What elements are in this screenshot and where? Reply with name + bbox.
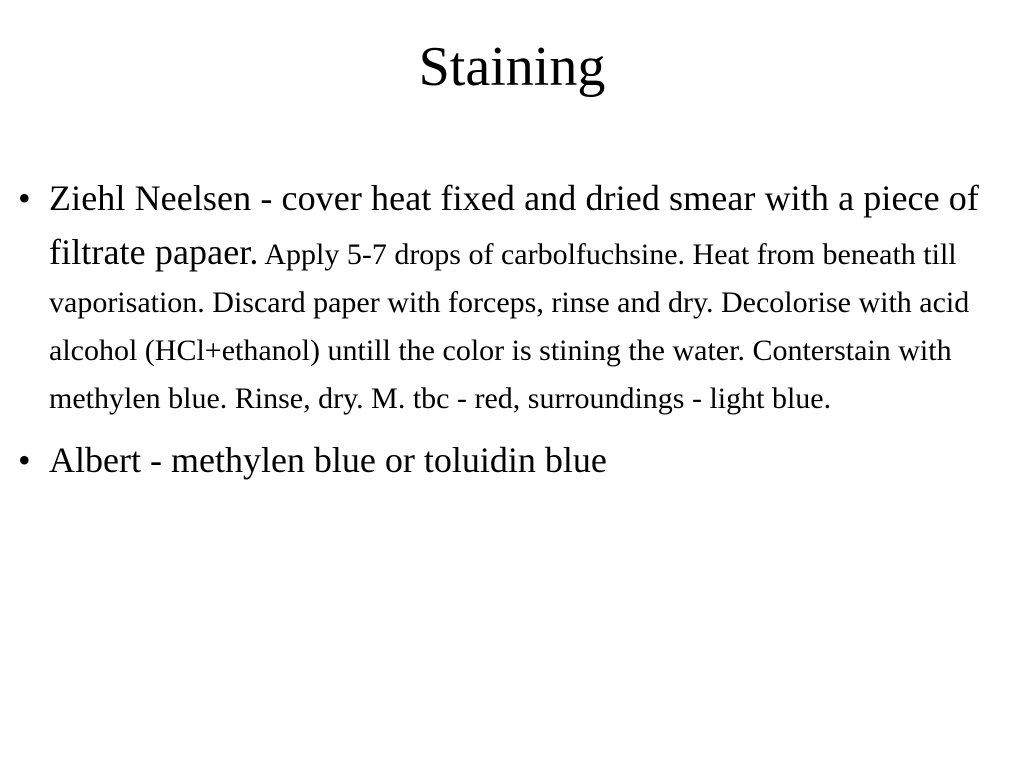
bullet-lead-text: Ziehl Neelsen - cover heat fixed and dried smear with a piece of filtrate papaer. <box>49 178 979 272</box>
bullet-detail-text: Apply 5-7 drops of carbolfuchsine. Heat from beneath till vaporisation. Discard paper with forceps, rinse and dry. Decolorise with acid alcohol (HCl+ethanol) untill the color is stining the water. Conterstain with methylen blue. Rinse, dry. M. tbc - red, surroundings - light blue. <box>49 238 970 415</box>
slide-title: Staining <box>418 36 606 98</box>
bullet-text <box>49 433 1010 487</box>
bullet-lead-text: Albert - methylen blue or toluidin blue <box>49 440 607 480</box>
bullet-text <box>49 171 1010 423</box>
bullet-ziehl-neelsen <box>0 171 1024 423</box>
bullet-albert <box>0 433 1024 487</box>
bullet-marker: • <box>18 440 31 480</box>
bullet-marker: • <box>18 178 31 218</box>
bullet-list <box>0 171 1024 487</box>
